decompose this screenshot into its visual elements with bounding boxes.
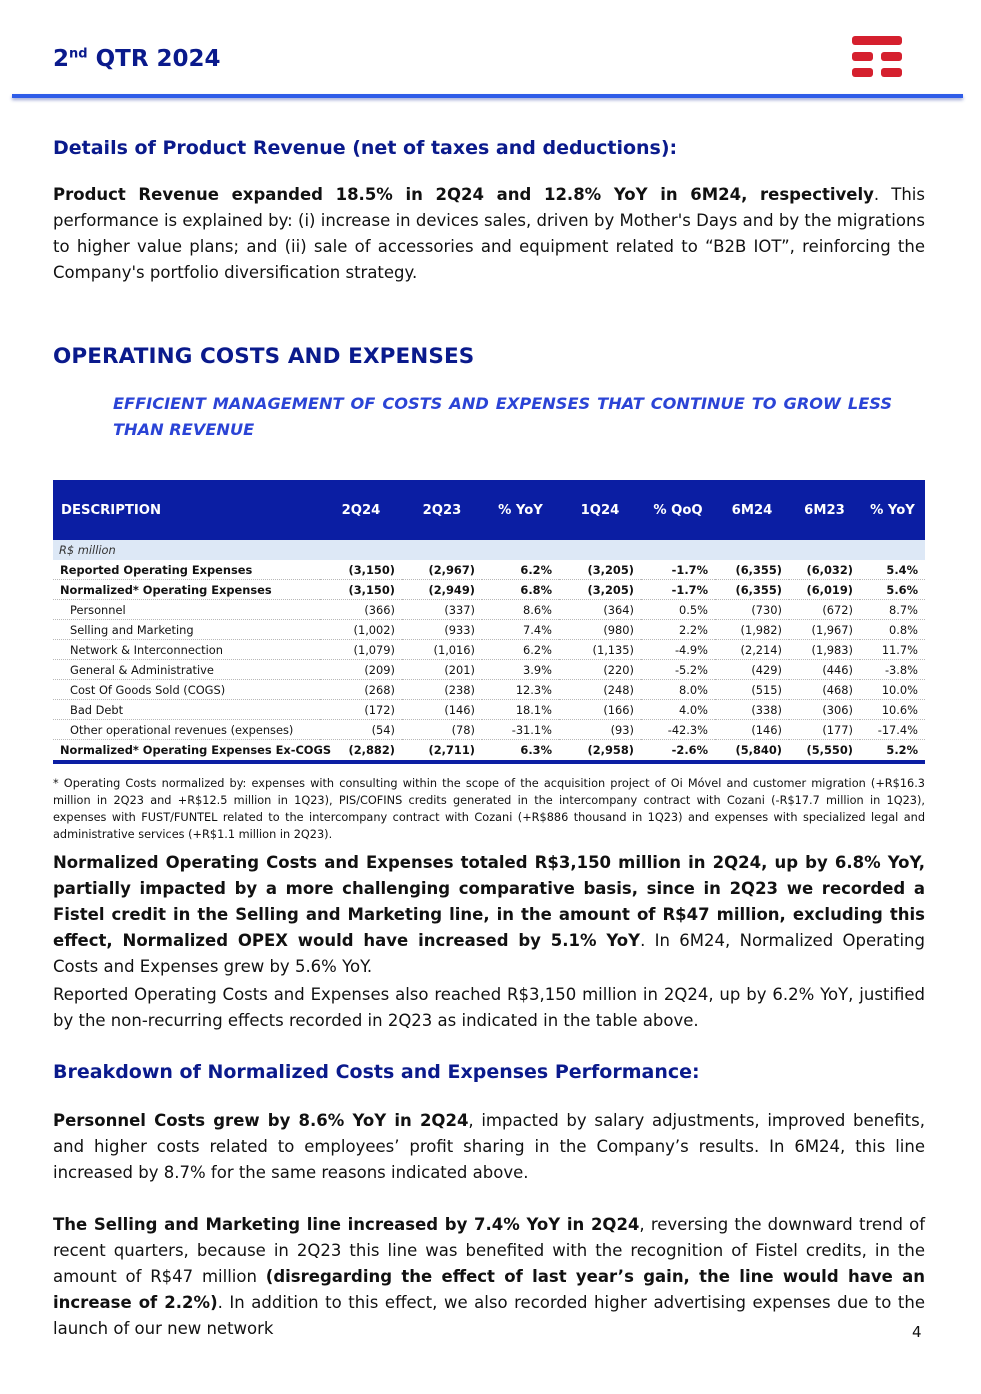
cell-2q24: (209): [320, 660, 402, 680]
row-label: Normalized* Operating Expenses: [53, 580, 320, 600]
row-label: Selling and Marketing: [53, 620, 320, 640]
table-row: [53, 680, 925, 700]
cell-2q24: (54): [320, 720, 402, 740]
cell-1q24: (3,205): [559, 560, 641, 580]
normalized-opex-text: . In 6M24, Normalized Operating Costs and Expenses grew by 5.6% YoY.: [53, 931, 925, 976]
cell-6m24: (6,355): [715, 580, 789, 600]
row-label: Reported Operating Expenses: [53, 560, 320, 580]
cell-yoy: 7.4%: [482, 620, 559, 640]
cell-2q23: (146): [402, 700, 482, 720]
cell-2q23: (933): [402, 620, 482, 640]
cell-2q24: (172): [320, 700, 402, 720]
cell-6m23: (672): [789, 600, 860, 620]
column-header: 6M23: [789, 480, 860, 540]
cell-6m-yoy: -3.8%: [860, 660, 925, 680]
table-row: [53, 640, 925, 660]
cell-6m23: (1,967): [789, 620, 860, 640]
selling-bold: The Selling and Marketing line increased by 7.4% YoY in 2Q24: [53, 1215, 640, 1234]
cell-6m23: (177): [789, 720, 860, 740]
breakdown-heading: Breakdown of Normalized Costs and Expenses Performance:: [53, 1061, 700, 1083]
normalized-opex-bold: Normalized Operating Costs and Expenses totaled R$3,150 million in 2Q24, up by 6.8% YoY, partially impacted by a more challenging comparative basis, since in 2Q23 we recorded a Fistel credit in the Selling and Marketing line, in the amount of R$47 million, excluding this effect, Normalized OPEX would have increased by 5.1% YoY: [53, 853, 925, 950]
selling-text-2: . In addition to this effect, we also recorded higher advertising expenses due to the launch of our new network: [53, 1293, 925, 1338]
cell-6m-yoy: 8.7%: [860, 600, 925, 620]
normalized-opex-paragraph: [53, 850, 925, 980]
header-title-sup: nd: [69, 46, 88, 62]
cell-yoy: 6.2%: [482, 560, 559, 580]
cell-yoy: -31.1%: [482, 720, 559, 740]
cell-yoy: 18.1%: [482, 700, 559, 720]
row-label: Personnel: [53, 600, 320, 620]
column-header: % YoY: [482, 480, 559, 540]
opex-section-heading: OPERATING COSTS AND EXPENSES: [53, 344, 475, 369]
cell-6m-yoy: 10.6%: [860, 700, 925, 720]
cell-yoy: 3.9%: [482, 660, 559, 680]
cell-1q24: (2,958): [587, 742, 634, 757]
cell-qoq: 8.0%: [641, 680, 715, 700]
cell-1q24: (220): [559, 660, 641, 680]
column-header: 1Q24: [559, 480, 641, 540]
cell-qoq: -1.7%: [641, 560, 715, 580]
product-revenue-bold: Product Revenue expanded 18.5% in 2Q24 and 12.8% YoY in 6M24, respectively: [53, 185, 874, 204]
cell-6m23: (6,032): [789, 560, 860, 580]
cell-6m24: (146): [715, 720, 789, 740]
operating-expenses-table: [53, 480, 925, 759]
cell-6m23: (306): [789, 700, 860, 720]
column-header: % QoQ: [641, 480, 715, 540]
cell-2q24: (3,150): [320, 580, 402, 600]
table-row: [53, 660, 925, 680]
cell-2q23: (2,949): [402, 580, 482, 600]
cell-6m23: (468): [789, 680, 860, 700]
table-row: [53, 600, 925, 620]
table-row: [53, 700, 925, 720]
cell-6m24: (338): [715, 700, 789, 720]
page-header-title: [53, 46, 221, 72]
cell-1q24: (93): [559, 720, 641, 740]
reported-opex-paragraph: Reported Operating Costs and Expenses also reached R$3,150 million in 2Q24, up by 6.2% YoY, justified by the non-recurring effects recorded in 2Q23 as indicated in the table above.: [53, 985, 925, 1030]
cell-2q23: (201): [402, 660, 482, 680]
row-label: Cost Of Goods Sold (COGS): [53, 680, 320, 700]
cell-6m23: (446): [789, 660, 860, 680]
column-header: 2Q23: [402, 480, 482, 540]
cell-qoq: -1.7%: [641, 580, 715, 600]
row-label: General & Administrative: [53, 660, 320, 680]
cell-qoq: -42.3%: [641, 720, 715, 740]
personnel-text: , impacted by salary adjustments, improved benefits, and higher costs related to employees’ profit sharing in the Company’s results. In 6M24, this line increased by 8.7% for the same reasons indicated above.: [53, 1111, 925, 1182]
column-header: DESCRIPTION: [53, 480, 320, 540]
cell-6m-yoy: 5.4%: [860, 560, 925, 580]
cell-qoq: 4.0%: [641, 700, 715, 720]
cell-1q24: (3,205): [559, 580, 641, 600]
cell-qoq: -5.2%: [641, 660, 715, 680]
table-row: [53, 580, 925, 600]
personnel-bold: Personnel Costs grew by 8.6% YoY in 2Q24: [53, 1111, 469, 1130]
cell-6m24: (1,982): [715, 620, 789, 640]
cell-6m-yoy: 5.6%: [860, 580, 925, 600]
table-row: [53, 740, 925, 760]
company-logo-icon: [851, 36, 903, 78]
cell-6m-yoy: 11.7%: [860, 640, 925, 660]
table-bottom-rule: [53, 760, 925, 764]
cell-1q24: (980): [559, 620, 641, 640]
table-row: [53, 560, 925, 580]
cell-2q24: (1,079): [320, 640, 402, 660]
cell-2q24: (268): [320, 680, 402, 700]
unit-label: R$ million: [53, 540, 925, 560]
cell-6m-yoy: 10.0%: [860, 680, 925, 700]
column-header: 2Q24: [320, 480, 402, 540]
cell-2q23: (337): [402, 600, 482, 620]
cell-6m24: (429): [715, 660, 789, 680]
cell-1q24: (364): [559, 600, 641, 620]
column-header: % YoY: [860, 480, 925, 540]
cell-6m23: (5,550): [806, 742, 853, 757]
cell-2q23: (2,711): [428, 742, 475, 757]
cell-6m24: (2,214): [715, 640, 789, 660]
row-label: Normalized* Operating Expenses Ex-COGS: [60, 742, 332, 757]
product-revenue-text: . This performance is explained by: (i) increase in devices sales, driven by Mother's Days and by the migrations to higher value plans; and (ii) sale of accessories and equipment related to “B2B IOT”, reinforcing the Company's portfolio diversification strategy.: [53, 185, 925, 282]
selling-text-1: , reversing the downward trend of recent quarters, because in 2Q23 this line was benefited with the recognition of Fistel credits, in the amount of R$47 million: [53, 1215, 925, 1286]
header-title-prefix: 2: [53, 46, 70, 72]
cell-1q24: (248): [559, 680, 641, 700]
cell-1q24: (166): [559, 700, 641, 720]
cell-6m23: (1,983): [789, 640, 860, 660]
cell-2q23: (238): [402, 680, 482, 700]
cell-6m24: (730): [715, 600, 789, 620]
cell-yoy: 12.3%: [482, 680, 559, 700]
opex-section-subtitle: EFFICIENT MANAGEMENT OF COSTS AND EXPENSES THAT CONTINUE TO GROW LESS THAN REVENUE: [113, 394, 892, 439]
cell-2q24: (2,882): [348, 742, 395, 757]
cell-2q23: (1,016): [402, 640, 482, 660]
cell-6m24: (5,840): [735, 742, 782, 757]
cell-yoy: 6.2%: [482, 640, 559, 660]
cell-yoy: 6.3%: [520, 742, 552, 757]
cell-qoq: -2.6%: [671, 742, 708, 757]
cell-yoy: 8.6%: [482, 600, 559, 620]
selling-paragraph: [53, 1212, 925, 1342]
cell-2q24: (366): [320, 600, 402, 620]
cell-1q24: (1,135): [559, 640, 641, 660]
page-number: 4: [912, 1323, 922, 1341]
cell-qoq: 2.2%: [641, 620, 715, 640]
header-title-rest: QTR 2024: [87, 46, 221, 72]
cell-qoq: 0.5%: [641, 600, 715, 620]
cell-6m-yoy: 5.2%: [886, 742, 918, 757]
table-row: [53, 720, 925, 740]
product-revenue-paragraph: [53, 182, 925, 286]
cell-2q23: (2,967): [402, 560, 482, 580]
cell-yoy: 6.8%: [482, 580, 559, 600]
unit-row: [53, 540, 925, 560]
cell-6m-yoy: 0.8%: [860, 620, 925, 640]
personnel-paragraph: [53, 1108, 925, 1186]
row-label: Bad Debt: [53, 700, 320, 720]
table-header-row: [53, 480, 925, 540]
cell-2q24: (1,002): [320, 620, 402, 640]
cell-6m23: (6,019): [789, 580, 860, 600]
row-label: Network & Interconnection: [53, 640, 320, 660]
cell-qoq: -4.9%: [641, 640, 715, 660]
product-revenue-heading: Details of Product Revenue (net of taxes and deductions):: [53, 137, 678, 159]
cell-2q24: (3,150): [320, 560, 402, 580]
cell-6m-yoy: -17.4%: [860, 720, 925, 740]
table-row: [53, 620, 925, 640]
header-divider: [12, 94, 963, 98]
cell-6m24: (6,355): [715, 560, 789, 580]
row-label: Other operational revenues (expenses): [53, 720, 320, 740]
column-header: 6M24: [715, 480, 789, 540]
table-footnote: * Operating Costs normalized by: expenses with consulting within the scope of the acquisition project of Oi Móvel and customer migration (+R$16.3 million in 2Q23 and +R$12.5 million in 1Q23), PIS/COFINS credits generated in the intercompany contract with Cozani (-R$17.7 million in 1Q23), expenses with FUST/FUNTEL related to the intercompany contract with Cozani (+R$886 thousand in 1Q23) and expenses with specialized legal and administrative services (+R$1.1 million in 2Q23).: [53, 777, 925, 841]
cell-2q23: (78): [402, 720, 482, 740]
cell-6m24: (515): [715, 680, 789, 700]
selling-bold-2: (disregarding the effect of last year’s gain, the line would have an increase of 2.2%): [53, 1267, 926, 1312]
